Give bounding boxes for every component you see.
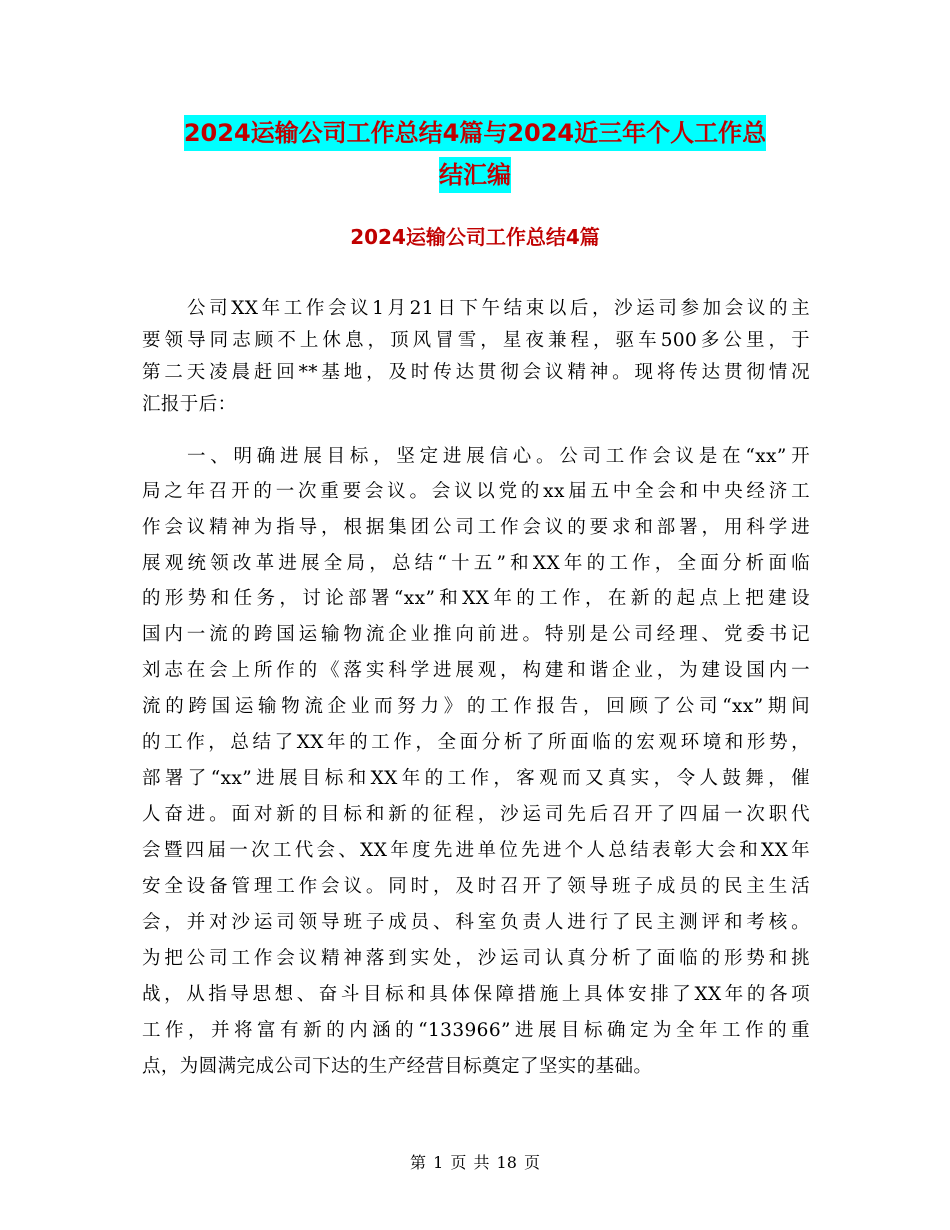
paragraph-2-line: 国内一流的跨国运输物流企业推向前进。特别是公司经理、党委书记	[142, 624, 810, 645]
section-heading: 2024运输公司工作总结4篇	[350, 225, 600, 249]
paragraph-2-line: 会，并对沙运司领导班子成员、科室负责人进行了民主测评和考核。	[142, 912, 810, 933]
paragraph-2-line: 点，为圆满完成公司下达的生产经营目标奠定了坚实的基础。	[142, 1056, 653, 1077]
paragraph-1-line: 汇报于后：	[142, 394, 237, 415]
paragraph-2-line: 展观统领改革进展全局，总结“十五”和XX年的工作，全面分析面临	[142, 553, 810, 574]
paragraph-1-line: 第二天凌晨赶回**基地，及时传达贯彻会议精神。现将传达贯彻情况	[142, 362, 810, 383]
paragraph-2-line: 刘志在会上所作的《落实科学进展观，构建和谐企业，为建设国内一	[142, 660, 810, 681]
paragraph-2-line: 战，从指导思想、奋斗目标和具体保障措施上具体安排了XX年的各项	[142, 984, 810, 1005]
paragraph-2-line: 为把公司工作会议精神落到实处，沙运司认真分析了面临的形势和挑	[142, 948, 810, 969]
paragraph-2-line: 作会议精神为指导，根据集团公司工作会议的要求和部署，用科学进	[142, 517, 810, 538]
paragraph-2-line: 部署了“xx”进展目标和XX年的工作，客观而又真实，令人鼓舞，催	[142, 768, 810, 789]
paragraph-2-line: 流的跨国运输物流企业而努力》的工作报告，回顾了公司“xx”期间	[142, 696, 810, 717]
paragraph-2-line: 工作，并将富有新的内涵的“133966”进展目标确定为全年工作的重	[142, 1020, 810, 1041]
title-highlight: 结汇编	[439, 157, 511, 193]
paragraph-2-line: 的工作，总结了XX年的工作，全面分析了所面临的宏观环境和形势，	[142, 732, 810, 753]
paragraph-2-line: 会暨四届一次工代会、XX年度先进单位先进个人总结表彰大会和XX年	[142, 840, 810, 861]
paragraph-2-line: 局之年召开的一次重要会议。会议以党的xx届五中全会和中央经济工	[142, 481, 810, 502]
document-title-line-2	[0, 152, 950, 198]
paragraph-2-line: 的形势和任务，讨论部署“xx”和XX年的工作，在新的起点上把建设	[142, 588, 810, 609]
paragraph-1-line: 要领导同志顾不上休息，顶风冒雪，星夜兼程，驱车500多公里，于	[142, 330, 810, 351]
paragraph-2-line: 安全设备管理工作会议。同时，及时召开了领导班子成员的民主生活	[142, 876, 810, 897]
page-number-footer: 第 1 页 共 18 页	[410, 1153, 540, 1172]
document-title-line-1	[0, 110, 950, 156]
paragraph-2-line: 人奋进。面对新的目标和新的征程，沙运司先后召开了四届一次职代	[142, 804, 810, 825]
paragraph-1-line: 公司XX年工作会议1月21日下午结束以后，沙运司参加会议的主	[187, 298, 810, 319]
paragraph-2-line: 一、明确进展目标，坚定进展信心。公司工作会议是在“xx”开	[187, 446, 810, 467]
title-highlight: 2024运输公司工作总结4篇与2024近三年个人工作总	[184, 115, 766, 151]
